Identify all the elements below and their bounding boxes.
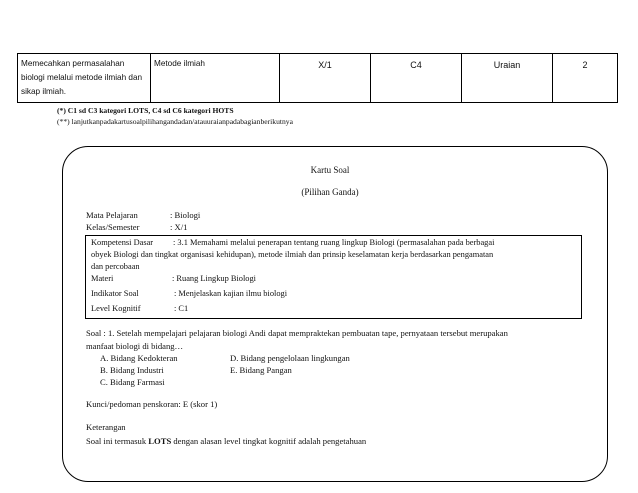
materi-label: Materi xyxy=(91,274,114,283)
materi-value: : Ruang Lingkup Biologi xyxy=(172,274,256,283)
table-cell-competency: Memecahkan permasalahan biologi melalui metode ilmiah dan sikap ilmiah. xyxy=(18,54,151,103)
indikator-label: Indikator Soal xyxy=(91,289,139,298)
keterangan-label: Keterangan xyxy=(86,422,126,432)
table-cell-number: 2 xyxy=(553,54,618,103)
kd-label: Kompetensi Dasar xyxy=(91,238,154,247)
kd-value-2: obyek Biologi dan tingkat organisasi kehidupan), metode ilmiah dan prinsip keselamatan kerja berdasarkan pengamatan xyxy=(91,250,494,259)
mapel-label: Mata Pelajaran xyxy=(86,210,138,220)
note-lots-hots: (*) C1 sd C3 kategori LOTS, C4 sd C6 kategori HOTS xyxy=(57,106,234,115)
table-cell-level: C4 xyxy=(371,54,462,103)
option-e: E. Bidang Pangan xyxy=(230,365,292,375)
kelas-label: Kelas/Semester xyxy=(86,222,140,232)
kd-value-3: dan percobaan xyxy=(91,262,140,271)
kelas-value: : X/1 xyxy=(170,222,188,232)
option-b: B. Bidang Industri xyxy=(100,365,164,375)
table-cell-form: Uraian xyxy=(462,54,553,103)
kd-value-1: : 3.1 Memahami melalui penerapan tentang ruang lingkup Biologi (permasalahan pada berbagai xyxy=(173,238,495,247)
level-label: Level Kognitif xyxy=(91,304,141,313)
answer-key: Kunci/pedoman penskoran: E (skor 1) xyxy=(86,399,218,409)
table-cell-class: X/1 xyxy=(280,54,371,103)
option-a: A. Bidang Kedokteran xyxy=(100,353,178,363)
competency-box xyxy=(85,235,582,319)
question-text: Soal : 1. Setelah mempelajari pelajaran biologi Andi dapat mempraktekan pembuatan tape, pernyataan tersebut merupakan xyxy=(86,328,508,338)
table-cell-material: Metode ilmiah xyxy=(151,54,280,103)
question-text-2: manfaat biologi di bidang… xyxy=(86,341,184,351)
rubric-table xyxy=(17,53,618,103)
card-title: Kartu Soal xyxy=(310,165,350,175)
note-continue: (**) lanjutkanpadakartusoalpilihangandadan/atauuraianpadabagianberikutnya xyxy=(57,117,293,126)
option-c: C. Bidang Farmasi xyxy=(100,377,165,387)
level-value: : C1 xyxy=(174,304,189,313)
indikator-value: : Menjelaskan kajian ilmu biologi xyxy=(174,289,288,298)
option-d: D. Bidang pengelolaan lingkungan xyxy=(230,353,350,363)
mapel-value: : Biologi xyxy=(170,210,201,220)
keterangan-text: Soal ini termasuk LOTS dengan alasan level tingkat kognitif adalah pengetahuan xyxy=(86,436,367,446)
card-subtitle: (Pilihan Ganda) xyxy=(301,187,359,197)
table-row xyxy=(18,54,618,103)
